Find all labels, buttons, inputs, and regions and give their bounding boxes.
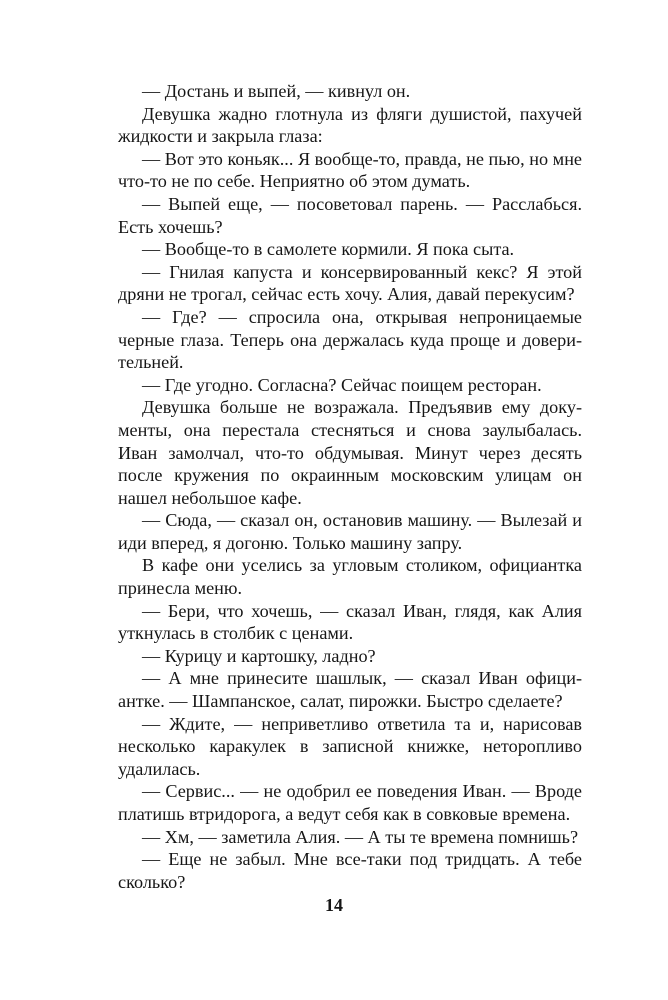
- paragraph: — Еще не забыл. Мне все-таки под тридцать. А тебе сколько?: [118, 849, 582, 892]
- paragraph: — Бери, что хочешь, — сказал Иван, глядя, как Алия уткнулась в столбик с ценами.: [118, 600, 582, 644]
- paragraph: — Достань и выпей, — кивнул он.: [142, 81, 411, 101]
- paragraph: — Ждите, — неприветливо ответила та и, нарисовав несколько каракулек в записной книжке, неторопливо удалилась.: [118, 713, 582, 779]
- paragraph: — Сервис... — не одобрил ее поведения Иван. — Вроде платишь втридорога, а ведут себя как в совковые времена.: [118, 781, 582, 824]
- paragraph: — Вообще-то в самолете кормили. Я пока сыта.: [142, 239, 515, 260]
- paragraph: Девушка больше не возражала. Предъявив ему документы, она перестала стесняться и снова заулыбалась. Иван замолчал, что-то обдумывая. Минут через десять после кружения по окраинным московским улицам он нашел небольшое кафе.: [118, 397, 582, 508]
- paragraph: — Где угодно. Согласна? Сейчас поищем ресторан.: [142, 374, 542, 395]
- paragraph: — Хм, — заметила Алия. — А ты те времена помнишь?: [142, 826, 579, 847]
- paragraph: — Вот это коньяк... Я вообще-то, правда, не пью, но мне что-то не по себе. Неприятно об этом думать.: [118, 148, 582, 192]
- paragraph: В кафе они уселись за угловым столиком, официантка принесла меню.: [118, 555, 582, 599]
- paragraph: — А мне принесите шашлык, — сказал Иван официантке. — Шампанское, салат, пирожки. Быстро сделаете?: [118, 668, 582, 712]
- paragraph: Девушка жадно глотнула из фляги душистой, пахучей жидкости и закрыла глаза:: [118, 103, 582, 147]
- paragraph: — Гнилая капуста и консервированный кекс? Я этой дряни не трогал, сейчас есть хочу. Алия, давай перекусим?: [118, 261, 582, 305]
- page-number: 14: [325, 895, 343, 915]
- body-text: [118, 80, 582, 893]
- paragraph: — Курицу и картошку, ладно?: [142, 645, 376, 666]
- paragraph: — Выпей еще, — посоветовал парень. — Расслабься. Есть хочешь?: [118, 193, 582, 237]
- paragraph: — Сюда, — сказал он, остановив машину. — Вылезай и иди вперед, я догоню. Только машину запру.: [118, 510, 582, 553]
- paragraph: — Где? — спросила она, открывая непроницаемые черные глаза. Теперь она держалась куда проще и доверительней.: [118, 306, 582, 373]
